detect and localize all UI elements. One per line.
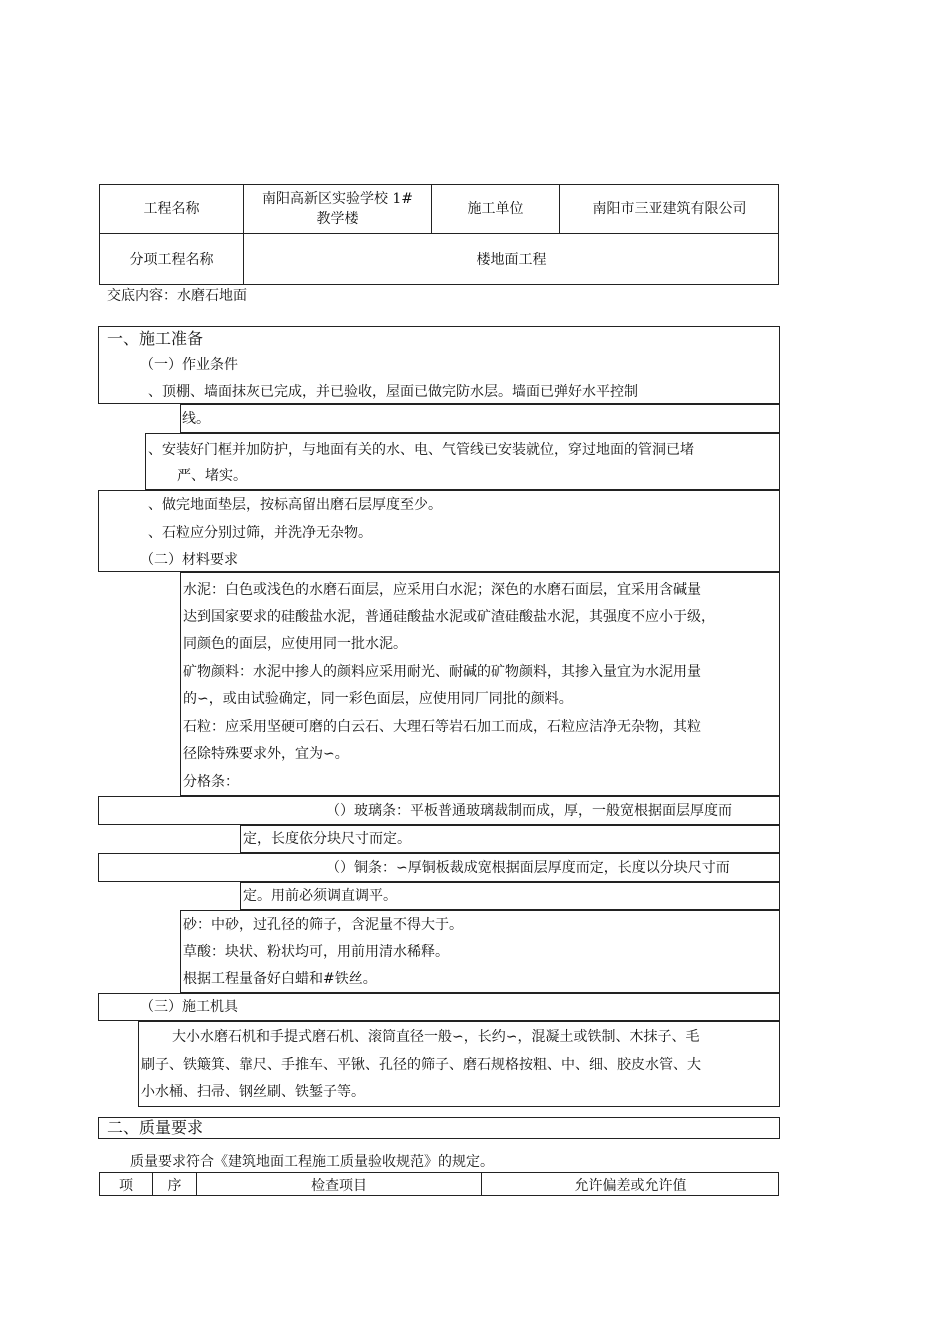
stone-line1: 石粒：应采用坚硬可磨的白云石、大理石等岩石加工而成，石粒应洁净无杂物，其粒 (183, 719, 701, 735)
condition-1-line2: 线。 (182, 411, 210, 427)
oxalic-line: 草酸：块状、粉状均可，用前用清水稀释。 (183, 944, 449, 960)
condition-1-line1: 、顶棚、墙面抹灰已完成，并已验收，屋面已做完防水层。墙面已弹好水平控制 (148, 384, 638, 400)
cond1-continuation-box (180, 404, 780, 433)
section1-title: 一、施工准备 (107, 329, 204, 348)
strip-title: 分格条： (183, 774, 239, 790)
section2-title: 二、质量要求 (107, 1118, 204, 1137)
condition-2-line1: 、安装好门框并加防护，与地面有关的水、电、气管线已安装就位，穿过地面的管洞已堵 (148, 442, 694, 458)
materials-title: （二）材料要求 (140, 552, 238, 568)
col-header-check-item: 检查项目 (311, 1178, 367, 1194)
sub-project-label: 分项工程名称 (129, 251, 214, 268)
cement-line3: 同颜色的面层，应使用同一批水泥。 (183, 636, 407, 652)
copper-strip-line2: 定。用前必须调直调平。 (243, 888, 397, 904)
col-header-item: 项 (119, 1178, 133, 1194)
condition-3: 、做完地面垫层，按标高留出磨石层厚度至少。 (148, 497, 442, 513)
wax-line: 根据工程量备好白蜡和#铁丝。 (183, 971, 377, 987)
glass-strip-line2: 定，长度依分块尺寸而定。 (243, 831, 411, 847)
work-conditions-title: （一）作业条件 (140, 357, 238, 373)
project-name-value (244, 185, 431, 233)
sand-line: 砂：中砂，过孔径的筛子，含泥量不得大于。 (183, 917, 463, 933)
stone-line2: 径除特殊要求外，宜为∽。 (183, 746, 349, 762)
condition-2-line2: 严、堵实。 (177, 468, 247, 484)
contractor-value: 南阳市三亚建筑有限公司 (592, 201, 747, 217)
tools-line2: 刷子、铁簸箕、靠尺、手推车、平锹、孔径的筛子、磨石规格按粗、中、细、胶皮水管、大 (141, 1057, 701, 1073)
col-header-seq: 序 (167, 1178, 182, 1194)
col-header-tolerance: 允许偏差或允许值 (574, 1178, 687, 1194)
project-name-label: 工程名称 (143, 201, 200, 217)
sub-project-value: 楼地面工程 (476, 251, 547, 268)
tools-line3: 小水桶、扫帚、钢丝刷、铁錾子等。 (141, 1084, 365, 1100)
contractor-label: 施工单位 (467, 201, 524, 217)
copper-strip-line1: （）铜条：∽厚铜板裁成宽根据面层厚度而定，长度以分块尺寸而 (326, 860, 730, 876)
pigment-line2: 的∽，或由试验确定，同一彩色面层，应使用同厂同批的颜料。 (183, 691, 573, 707)
project-name-line1: 南阳高新区实验学校 1# (261, 191, 414, 207)
project-name-line2: 教学楼 (316, 211, 359, 227)
pigment-line1: 矿物颜料：水泥中掺人的颜料应采用耐光、耐碱的矿物颜料，其掺入量宜为水泥用量 (183, 664, 701, 680)
condition-4: 、石粒应分别过筛，并洗净无杂物。 (148, 525, 372, 541)
quality-intro: 质量要求符合《建筑地面工程施工质量验收规范》的规定。 (130, 1154, 494, 1170)
glass-strip-line1: （）玻璃条：平板普通玻璃裁制而成，厚，一般宽根据面层厚度而 (326, 803, 732, 819)
tools-title: （三）施工机具 (140, 999, 238, 1015)
cement-line2: 达到国家要求的硅酸盐水泥，普通硅酸盐水泥或矿渣硅酸盐水泥，其强度不应小于级， (183, 609, 715, 625)
tools-line1: 大小水磨石机和手提式磨石机、滚筒直径一般∽，长约∽，混凝土或铁制、木抹子、毛 (172, 1029, 700, 1045)
disclosure-line: 交底内容：水磨石地面 (107, 288, 247, 304)
cement-line1: 水泥：白色或浅色的水磨石面层，应采用白水泥；深色的水磨石面层，宜采用含碱量 (183, 582, 701, 598)
